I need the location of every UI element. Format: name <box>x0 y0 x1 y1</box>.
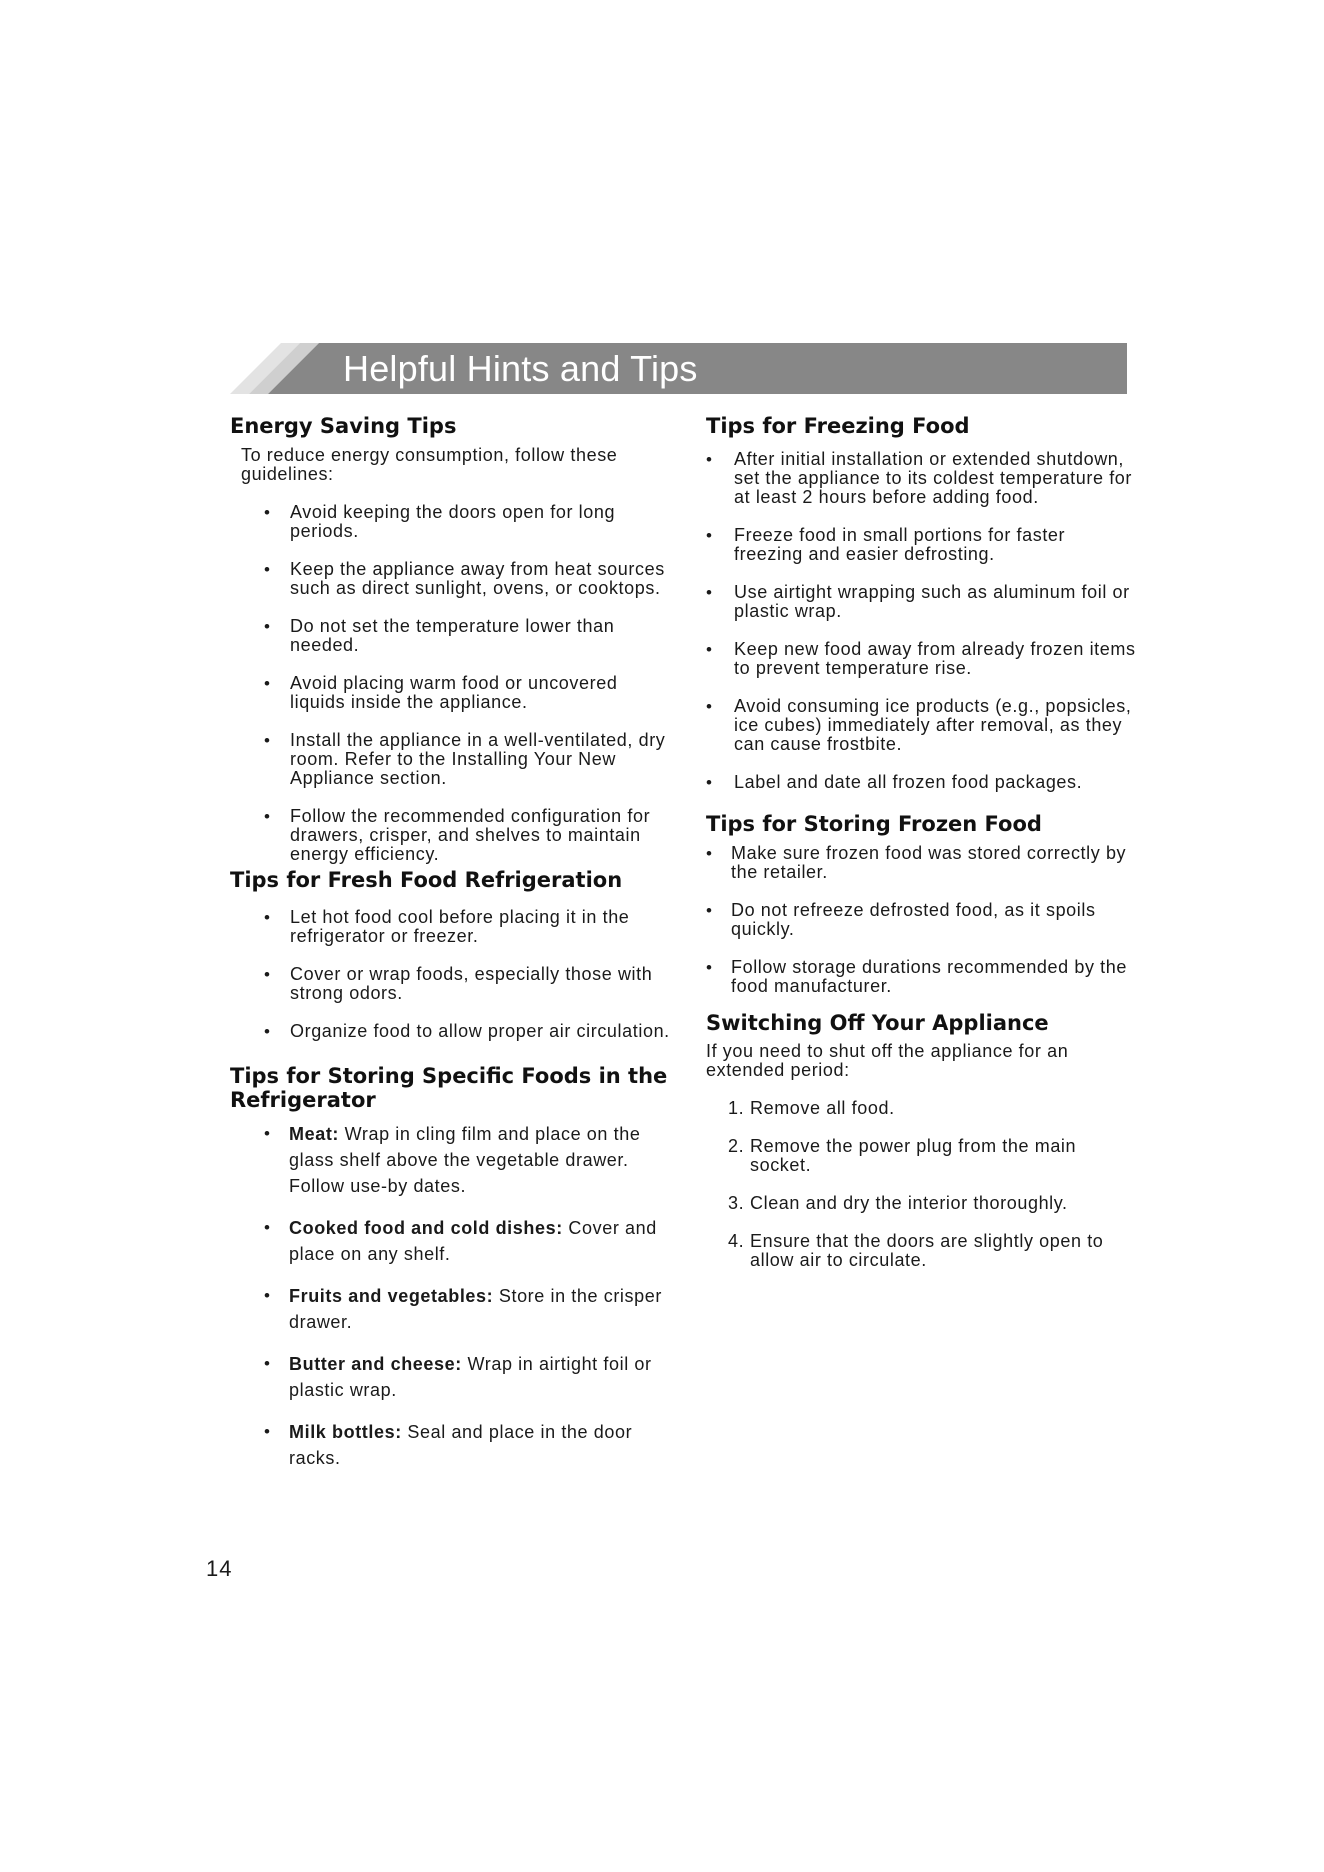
page-title: Helpful Hints and Tips <box>343 348 698 389</box>
switching-step: 1. Remove all food. <box>728 1098 895 1118</box>
specific-food-item: • Milk bottles: Seal and place in the door racks. <box>264 1422 633 1468</box>
frozen-storage-heading: Tips for Storing Frozen Food <box>706 812 1042 836</box>
specific-food-item: • Fruits and vegetables: Store in the crisper drawer. <box>264 1286 662 1332</box>
fresh-tip-item: • Organize food to allow proper air circulation. <box>264 1021 670 1041</box>
freezing-tip-item: • Freeze food in small portions for faster freezing and easier defrosting. <box>706 525 1066 564</box>
fresh-food-heading: Tips for Fresh Food Refrigeration <box>230 868 623 892</box>
energy-saving-intro: To reduce energy consumption, follow these guidelines: <box>241 445 618 484</box>
frozen-storage-list <box>706 844 1136 996</box>
switching-step: 3. Clean and dry the interior thoroughly. <box>728 1193 1068 1213</box>
freezing-tip-item: • Keep new food away from already frozen items to prevent temperature rise. <box>706 639 1136 678</box>
specific-food-item: • Cooked food and cold dishes: Cover and place on any shelf. <box>264 1218 657 1264</box>
energy-saving-heading: Energy Saving Tips <box>230 414 457 438</box>
switching-step: 4. Ensure that the doors are slightly open to allow air to circulate. <box>728 1231 1104 1270</box>
frozen-tip-item: • Follow storage durations recommended by the food manufacturer. <box>706 957 1127 996</box>
freezing-tip-item: • Label and date all frozen food packages. <box>706 772 1083 792</box>
switching-off-intro: If you need to shut off the appliance for an extended period: <box>706 1041 1069 1080</box>
energy-tip-item: • Install the appliance in a well-ventilated, dry room. Refer to the Installing Your New Appliance section. <box>264 730 666 788</box>
freezing-heading: Tips for Freezing Food <box>706 414 970 438</box>
frozen-tip-item: • Make sure frozen food was stored correctly by the retailer. <box>706 843 1127 882</box>
freezing-tip-item: • Avoid consuming ice products (e.g., popsicles, ice cubes) immediately after removal, as they can cause frostbite. <box>706 696 1132 754</box>
switching-step: 2. Remove the power plug from the main socket. <box>728 1136 1077 1175</box>
energy-saving-list <box>230 503 670 864</box>
energy-tip-item: • Avoid placing warm food or uncovered liquids inside the appliance. <box>264 673 618 712</box>
freezing-tip-item: • After initial installation or extended shutdown, set the appliance to its coldest temperature for at least 2 hours before adding food. <box>706 449 1133 507</box>
fresh-tip-item: • Let hot food cool before placing it in the refrigerator or freezer. <box>264 907 630 946</box>
switching-off-steps <box>706 1099 1136 1270</box>
specific-foods-list <box>230 1121 670 1471</box>
energy-tip-item: • Avoid keeping the doors open for long periods. <box>264 502 616 541</box>
freezing-tip-item: • Use airtight wrapping such as aluminum foil or plastic wrap. <box>706 582 1130 621</box>
frozen-tip-item: • Do not refreeze defrosted food, as it spoils quickly. <box>706 900 1096 939</box>
page-number: 14 <box>206 1556 233 1581</box>
fresh-tip-item: • Cover or wrap foods, especially those with strong odors. <box>264 964 653 1003</box>
left-column <box>230 414 670 1471</box>
energy-tip-item: • Keep the appliance away from heat sources such as direct sunlight, ovens, or cooktops. <box>264 559 665 598</box>
specific-foods-heading: Tips for Storing Specific Foods in the Refrigerator <box>230 1064 668 1112</box>
freezing-list <box>706 450 1136 792</box>
section-banner <box>230 343 1127 394</box>
energy-tip-item: • Do not set the temperature lower than needed. <box>264 616 615 655</box>
fresh-food-list <box>230 908 670 1041</box>
right-column <box>706 414 1136 1270</box>
specific-food-item: • Butter and cheese: Wrap in airtight foil or plastic wrap. <box>264 1354 652 1400</box>
specific-food-item: • Meat: Wrap in cling film and place on the glass shelf above the vegetable drawer. Follow use-by dates. <box>264 1124 641 1196</box>
switching-off-heading: Switching Off Your Appliance <box>706 1011 1049 1035</box>
energy-tip-item: • Follow the recommended configuration for drawers, crisper, and shelves to maintain energy efficiency. <box>264 806 651 864</box>
